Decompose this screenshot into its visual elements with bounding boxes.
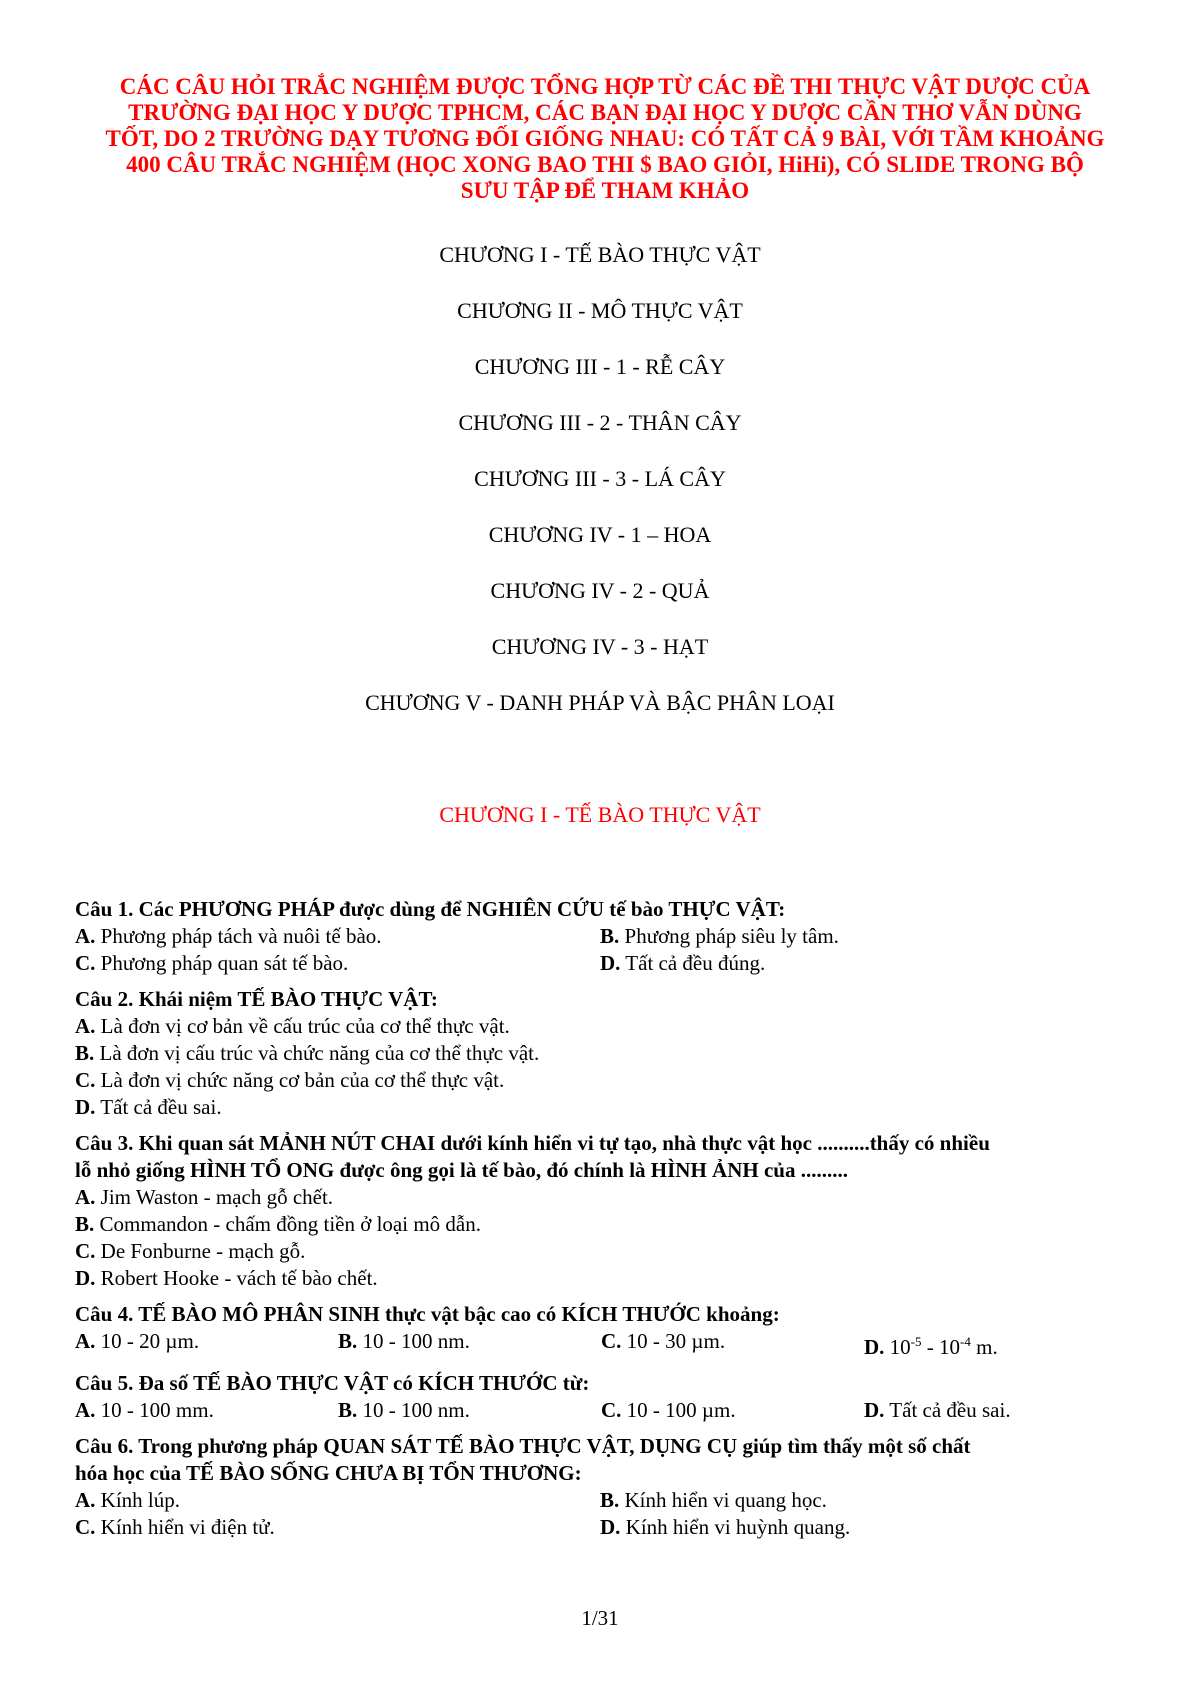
- question-number: Câu 3.: [75, 1131, 134, 1155]
- toc-item-8: CHƯƠNG IV - 3 - HẠT: [491, 634, 709, 659]
- option-a: A. Kính lúp.: [75, 1488, 181, 1512]
- toc-item-4: CHƯƠNG III - 2 - THÂN CÂY: [458, 410, 742, 435]
- option-d: D. Kính hiển vi huỳnh quang.: [600, 1515, 851, 1539]
- question-text: Khái niệm TẾ BÀO THỰC VẬT:: [138, 987, 438, 1011]
- option-a: A. Là đơn vị cơ bản về cấu trúc của cơ thể thực vật.: [75, 1014, 510, 1038]
- option-a: A. 10 - 100 mm.: [75, 1398, 214, 1422]
- option-d: D. Tất cả đều sai.: [864, 1398, 1011, 1422]
- option-b: B. Là đơn vị cấu trúc và chức năng của cơ thể thực vật.: [75, 1041, 540, 1065]
- toc-item-5: CHƯƠNG III - 3 - LÁ CÂY: [474, 466, 726, 491]
- question-1: [75, 896, 1145, 977]
- option-d: D. Robert Hooke - vách tế bào chết.: [75, 1266, 378, 1290]
- toc-item-9: CHƯƠNG V - DANH PHÁP VÀ BẬC PHÂN LOẠI: [365, 690, 835, 715]
- page-number: 1/31: [581, 1606, 619, 1630]
- chapter-title: CHƯƠNG I - TẾ BÀO THỰC VẬT: [439, 802, 761, 827]
- question-number: Câu 2.: [75, 987, 134, 1011]
- header-line-3: TỐT, DO 2 TRƯỜNG DẠY TƯƠNG ĐỐI GIỐNG NHAU: CÓ TẤT CẢ 9 BÀI, VỚI TẦM KHOẢNG: [105, 126, 1105, 151]
- question-3: [75, 1130, 1145, 1292]
- question-6: [75, 1433, 1145, 1541]
- header-line-4: 400 CÂU TRẮC NGHIỆM (HỌC XONG BAO THI $ BAO GIỎI, HiHi), CÓ SLIDE TRONG BỘ: [126, 152, 1084, 177]
- option-a: A. Phương pháp tách và nuôi tế bào.: [75, 924, 382, 948]
- question-text-line-2: lỗ nhỏ giống HÌNH TỔ ONG được ông gọi là tế bào, đó chính là HÌNH ẢNH của .........: [75, 1158, 848, 1182]
- header-line-5: SƯU TẬP ĐỂ THAM KHẢO: [460, 178, 750, 203]
- question-text: Các PHƯƠNG PHÁP được dùng để NGHIÊN CỨU tế bào THỰC VẬT:: [138, 897, 786, 921]
- question-text: Đa số TẾ BÀO THỰC VẬT có KÍCH THƯỚC từ:: [138, 1371, 590, 1395]
- option-a: A. 10 - 20 µm.: [75, 1329, 200, 1353]
- toc-item-3: CHƯƠNG III - 1 - RỄ CÂY: [474, 354, 726, 379]
- option-b: B. Commandon - chấm đồng tiền ở loại mô dẫn.: [75, 1212, 481, 1236]
- toc-item-6: CHƯƠNG IV - 1 – HOA: [488, 522, 712, 547]
- option-c: C. 10 - 100 µm.: [601, 1398, 736, 1422]
- option-d: D. Tất cả đều sai.: [75, 1095, 222, 1119]
- question-text-line-1: Trong phương pháp QUAN SÁT TẾ BÀO THỰC VẬT, DỤNG CỤ giúp tìm thấy một số chất: [138, 1434, 971, 1458]
- document-header: [75, 74, 1135, 204]
- question-5: [75, 1370, 1145, 1424]
- option-c: C. Phương pháp quan sát tế bào.: [75, 951, 349, 975]
- option-b: B. 10 - 100 nm.: [338, 1398, 470, 1422]
- question-number: Câu 6.: [75, 1434, 134, 1458]
- option-b: B. 10 - 100 nm.: [338, 1329, 470, 1353]
- toc-item-1: CHƯƠNG I - TẾ BÀO THỰC VẬT: [439, 242, 761, 267]
- option-b: B. Phương pháp siêu ly tâm.: [600, 924, 839, 948]
- option-d: D. $10^{-5} - 10^{-4}$ m.: [864, 1334, 998, 1359]
- option-a: A. Jim Waston - mạch gỗ chết.: [75, 1185, 334, 1209]
- question-text: TẾ BÀO MÔ PHÂN SINH thực vật bậc cao có KÍCH THƯỚC khoảng:: [138, 1302, 780, 1326]
- question-2: [75, 986, 1145, 1121]
- toc-item-2: CHƯƠNG II - MÔ THỰC VẬT: [457, 298, 743, 323]
- toc-item-7: CHƯƠNG IV - 2 - QUẢ: [490, 578, 710, 603]
- question-list: [75, 896, 1145, 1550]
- header-line-1: CÁC CÂU HỎI TRẮC NGHIỆM ĐƯỢC TỔNG HỢP TỪ CÁC ĐỀ THI THỰC VẬT DƯỢC CỦA: [119, 74, 1091, 99]
- question-number: Câu 4.: [75, 1302, 134, 1326]
- question-text-line-1: Khi quan sát MẢNH NÚT CHAI dưới kính hiển vi tự tạo, nhà thực vật học ..........thấy có nhiều: [138, 1131, 990, 1155]
- option-d: D. Tất cả đều đúng.: [600, 951, 766, 975]
- question-text-line-2: hóa học của TẾ BÀO SỐNG CHƯA BỊ TỔN THƯƠNG:: [75, 1461, 582, 1485]
- option-c: C. Kính hiển vi điện tử.: [75, 1515, 275, 1539]
- question-number: Câu 5.: [75, 1371, 134, 1395]
- question-4: [75, 1301, 1145, 1361]
- option-c: C. De Fonburne - mạch gỗ.: [75, 1239, 306, 1263]
- header-line-2: TRƯỜNG ĐẠI HỌC Y DƯỢC TPHCM, CÁC BẠN ĐẠI HỌC Y DƯỢC CẦN THƠ VẪN DÙNG: [128, 100, 1082, 125]
- option-b: B. Kính hiển vi quang học.: [600, 1488, 827, 1512]
- option-c: C. Là đơn vị chức năng cơ bản của cơ thể thực vật.: [75, 1068, 505, 1092]
- question-number: Câu 1.: [75, 897, 134, 921]
- option-c: C. 10 - 30 µm.: [601, 1329, 726, 1353]
